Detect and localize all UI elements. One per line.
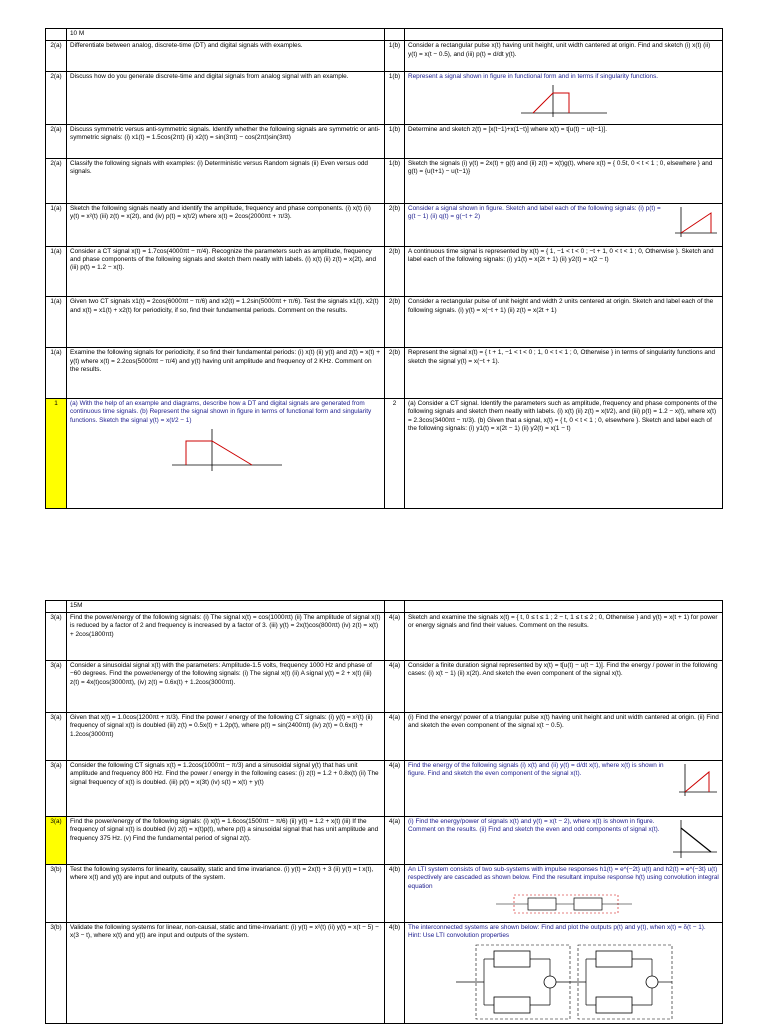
question-text: (i) Find the energy/power of signals x(t) and y(t) = x(t − 2), where x(t) is shown in figure. Comment on the results. (ii) Find and sketch the even and odd components of signal x(t). [408, 818, 660, 834]
table-row [46, 41, 723, 72]
question-text: Consider a finite duration signal represented by x(t) = t[u(t) − u(t − 1)]. Find the energy / power in the following cases: (i) x(t − 1) (ii) x(2t). And sketch the even component of the signal x(t). [405, 661, 723, 713]
table-row [46, 865, 723, 923]
table-row [46, 713, 723, 761]
table-row [46, 348, 723, 399]
question-text: Consider a signal shown in figure. Sketch and label each of the following signals: (i) p(t) = g(t − 1) (ii) q(t) = g(−t + 2) [408, 204, 661, 221]
question-number: 3(a) [46, 713, 67, 761]
table-header-row [46, 29, 723, 41]
question-text: Determine and sketch z(t) = [x(t−1)+x(1−t)] where x(t) = t[u(t) − u(t−1)]. [405, 124, 723, 159]
question-text: (i) Find the energy/ power of a triangular pulse x(t) having unit height and unit width cantered at origin. (ii) Find and sketch the even component of the signal x(t − 0.5). [405, 713, 723, 761]
question-text: (a) With the help of an example and diagrams, describe how a DT and digital signals are generated from continuous time signals. (b) Represent the signal shown in figure in terms of functional form and singularity functions. Sketch the signal y(t) = x(t/2 − 1) [70, 400, 372, 424]
question-number: 1(a) [46, 203, 67, 246]
question-number: 1(a) [46, 348, 67, 399]
question-text: Sketch and examine the signals x(t) = { t, 0 ≤ t ≤ 1 ; 2 − t, 1 ≤ t ≤ 2 ; 0, Otherwise } and y(t) = x(t + 1) for power or energy signals and find their values. Comment on the results. [405, 613, 723, 661]
question-text: Given that x(t) = 1.0cos(1200πt + π/3). Find the power / energy of the following CT signals: (i) y(t) = x²(t) (ii) frequency of signal x(t) is doubled (iii) z(t) = 0.5x(t) + 1.2p(t), where p(t) = sin(2400πt) (iv) z(t) = 0.6x(t) + 1.2cos(3000πt) [67, 713, 385, 761]
question-number: 1(b) [385, 41, 405, 72]
marks-header: 15M [67, 601, 385, 613]
question-number: 1(b) [385, 124, 405, 159]
ramp-signal-figure [519, 83, 609, 119]
question-number: 2(b) [385, 246, 405, 297]
question-text: An LTI system consists of two sub-systems with impulse responses h1(t) = e^{−2t} u(t) and h2(t) = e^{−3t} u(t) respectively are cascaded as shown below. Find the resultant impulse response h(t) using convolution integral equation [408, 866, 719, 890]
question-text: Sketch the signals (i) y(t) = 2x(t) + g(t) and (ii) z(t) = x(t)g(t), where x(t) = { 0.5t, 0 < t < 1 ; 0, elsewhere } and g(t) = {u(t+1) − u(t−1)} [405, 159, 723, 204]
question-number: 2(b) [385, 203, 405, 246]
table-row [46, 613, 723, 661]
table-row [46, 159, 723, 204]
question-text: Find the power/energy of the following signals: (i) The signal x(t) = cos(1000πt) (ii) The amplitude of signal x(t) is reduced by a factor of 2 and frequency is increased by a factor of 3. (iii) y(t) = 2x(t)cos(800πt) (iv) z(t) = x(t) + 2cos(1800πt) [67, 613, 385, 661]
question-text: Consider a rectangular pulse x(t) having unit height, unit width cantered at origin. Find and sketch (i) x(t) (ii) y(t) = x(t − 0.5), and (iii) p(t) = d/dt y(t). [405, 41, 723, 72]
question-table-15m [45, 600, 723, 1024]
question-number: 2(a) [46, 159, 67, 204]
question-number: 2(a) [46, 71, 67, 124]
table-row [46, 923, 723, 1024]
trapezoid-signal-figure [166, 427, 286, 473]
marks-header: 10 M [67, 29, 385, 41]
ramp-pulse-figure [677, 762, 719, 800]
question-text: Given two CT signals x1(t) = 2cos(6000πt − π/6) and x2(t) = 1.2sin(5000πt + π/6). Test the signals x1(t), x2(t) and x(t) = x1(t) + x2(t) for periodicity, if so, find their fundamental periods. Comment on the results. [67, 297, 385, 348]
question-number: 3(a) [46, 817, 67, 865]
question-number: 1(a) [46, 246, 67, 297]
question-text: Validate the following systems for linear, non-causal, static and time-invariant: (i) y(t) = x²(t) (ii) y(t) = x(t − 5) − x(3 − t), where x(t) and y(t) are input and outputs of the system. [67, 923, 385, 1024]
question-number: 3(a) [46, 613, 67, 661]
table-row [46, 761, 723, 817]
question-number: 4(b) [385, 865, 405, 923]
question-number: 3(a) [46, 761, 67, 817]
question-number: 1(a) [46, 297, 67, 348]
question-text: Find the power/energy of the following signals: (i) x(t) = 1.6cos(1500πt − π/6) (ii) y(t) = 1.2 + x(t) (iii) If the frequency of signal x(t) is doubled (iv) z(t) = x(t)p(t), where p(t) a sinusoidal signal that has unit amplitude and frequency 375 Hz. (v) Find the fundamental period of signal z(t). [67, 817, 385, 865]
question-text: Sketch the following signals neatly and identify the amplitude, frequency and phase components. (i) x(t) (ii) y(t) = x²(t) (iii) z(t) = x(2t), and (iv) p(t) = x(t/2) where x(t) = 2cos(2000πt + π/3). [67, 203, 385, 246]
signal-g-figure [671, 205, 719, 239]
question-text: Represent a signal shown in figure in functional form and in terms if singularity functions. [408, 72, 659, 80]
question-text: Consider a rectangular pulse of unit height and width 2 units centered at origin. Sketch and label each of the following signals. (i) y(t) = x(−t + 1) (ii) z(t) = x(2t + 1) [405, 297, 723, 348]
question-text: (a) Consider a CT signal. Identify the parameters such as amplitude, frequency and phase components of the following signals and sketch them neatly with labels. (i) x(t) (ii) z(t) = x(t/2), and (iii) p(t) = 1.2 − x(t), where x(t) = 2.3cos(3400πt − π/3). (b) Given that a signal, x(t) = { t, 0 < t < 1 ; 0, elsewhere }. Sketch and label each of the following signals: (i) y1(t) = x(2t − 1) (ii) y2(t) = x(1 − t) [405, 399, 723, 509]
question-number: 1 [46, 399, 67, 509]
question-number: 2(b) [385, 297, 405, 348]
question-number: 1(b) [385, 71, 405, 124]
table-header-row [46, 601, 723, 613]
cascade-system-diagram [494, 893, 634, 915]
question-number: 3(a) [46, 661, 67, 713]
question-text: Consider a CT signal x(t) = 1.7cos(4000πt − π/4). Recognize the parameters such as amplitude, frequency and phase components of the following signals and sketch them neatly with labels. (i) x(t) (ii) z(t) = x(2t), and (iii) p(t) = 1.2 − x(t). [67, 246, 385, 297]
question-text: Classify the following signals with examples: (i) Deterministic versus Random signals (ii) Even versus odd signals. [67, 159, 385, 204]
question-number: 1(b) [385, 159, 405, 204]
question-number: 4(b) [385, 923, 405, 1024]
question-text: Differentiate between analog, discrete-time (DT) and digital signals with examples. [67, 41, 385, 72]
table-row [46, 817, 723, 865]
interconnected-system-diagram [454, 943, 674, 1021]
question-number: 4(a) [385, 761, 405, 817]
question-number: 3(b) [46, 865, 67, 923]
question-number: 2(b) [385, 348, 405, 399]
table-row [46, 246, 723, 297]
question-number: 2(a) [46, 124, 67, 159]
question-text: Represent the signal x(t) = { t + 1, −1 < t < 0 ; 1, 0 < t < 1 ; 0, Otherwise } in terms of singularity functions and sketch the signal y(t) = x(−t + 1). [405, 348, 723, 399]
table-row [46, 399, 723, 509]
question-text: Consider a sinusoidal signal x(t) with the parameters: Amplitude-1.5 volts, frequency 1000 Hz and phase of −60 degrees. Find the power/energy of the following signals: (i) The signal x(t) (ii) A signal y(t) = 2 + x(t) (iii) z(t) = 4x(t)cos(3000πt), (iv) z(t) = 0.6x(t) + 1.2cos(3000πt). [67, 661, 385, 713]
question-text: Discuss symmetric versus anti-symmetric signals. Identify whether the following signals are symmetric or anti-symmetric signals: (i) x1(t) = 1.5cos(2πt) (ii) x2(t) = sin(3πt) − cos(2πt)sin(3πt) [67, 124, 385, 159]
table-row [46, 71, 723, 124]
question-table-10m [45, 28, 723, 509]
question-number: 4(a) [385, 613, 405, 661]
question-number: 2(a) [46, 41, 67, 72]
question-text: Test the following systems for linearity, causality, static and time invariance. (i) y(t) = 2x(t) + 3 (ii) y(t) = t x(t), where x(t) and y(t) are input and outputs of the system. [67, 865, 385, 923]
question-text: Discuss how do you generate discrete-time and digital signals from analog signal with an example. [67, 71, 385, 124]
question-text: Examine the following signals for periodicity, if so find their fundamental periods: (i) x(t) (ii) y(t) and z(t) = x(t) + y(t) where x(t) = 2.2cos(5000πt − π/4) and y(t) having unit amplitude and frequency of 2 KHz. Comment on the results. [67, 348, 385, 399]
question-number: 4(a) [385, 661, 405, 713]
question-text: A continuous time signal is represented by x(t) = { 1, −1 < t < 0 ; −t + 1, 0 < t < 1 ; 0, Otherwise }. Sketch and label each of the following signals: (i) y1(t) = x(2t + 1) (ii) y2(t) = x(2 − t) [405, 246, 723, 297]
table-row [46, 124, 723, 159]
question-text: Find the energy of the following signals (i) x(t) and (ii) y(t) = d/dt x(t), where x(t) is shown in figure. Find and sketch the even component of the signal x(t). [408, 762, 664, 778]
question-number: 3(b) [46, 923, 67, 1024]
question-text: Consider the following CT signals x(t) = 1.2cos(1000πt − π/3) and a sinusoidal signal y(t) that has unit amplitude and frequency 800 Hz. Find the power / energy in the following cases: (i) z(t) = 1.2 + 0.8x(t) (ii) The signal frequency of x(t) is doubled. (iii) p(t) = x(3t) (iv) s(t) = x(t) + y(t) [67, 761, 385, 817]
table-row [46, 661, 723, 713]
falling-ramp-figure [671, 818, 719, 860]
table-row [46, 297, 723, 348]
question-number: 4(a) [385, 817, 405, 865]
question-number: 2 [385, 399, 405, 509]
question-text: The interconnected systems are shown below: Find and plot the outputs p(t) and y(t), when x(t) = δ(t − 1). Hint: Use LTI convolution properties [408, 924, 706, 940]
table-row [46, 203, 723, 246]
question-number: 4(a) [385, 713, 405, 761]
